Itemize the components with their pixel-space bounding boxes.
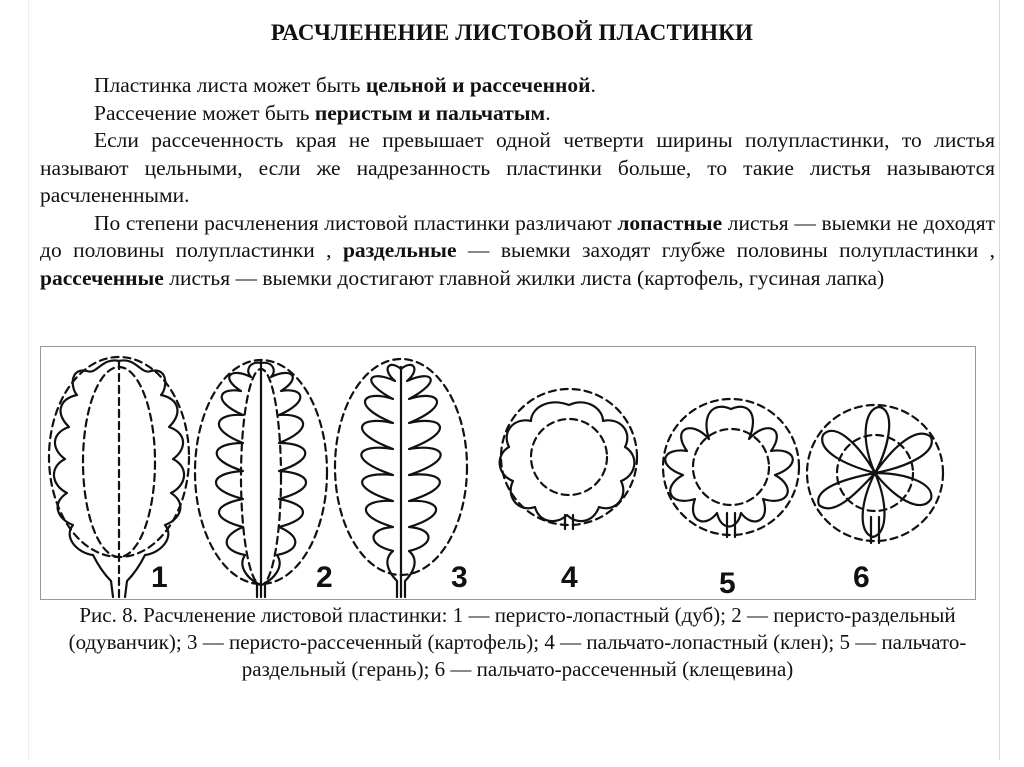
p2-bold: перистым и пальчатым <box>314 100 546 125</box>
page-title: РАСЧЛЕНЕНИЕ ЛИСТОВОЙ ПЛАСТИНКИ <box>270 20 754 45</box>
paragraph-2 <box>40 100 995 128</box>
figure-caption: Рис. 8. Расчленение листовой пластинки: 1 — перисто-лопастный (дуб); 2 — перисто-раздельный (одуванчик); 3 — перисто-рассеченный (картофель); 4 — пальчато-лопастный (клен); 5 — пальчато-раздельный (герань); 6 — пальчато-рассеченный (клещевина) <box>68 603 967 681</box>
body-text <box>40 72 995 292</box>
p4-text-3: — выемки заходят глубже половины полупластинки , <box>456 238 995 262</box>
p4-bold-2: раздельные <box>342 238 457 262</box>
leaf-3-drawing <box>335 359 467 597</box>
leaf-number-5: 5 <box>719 567 736 599</box>
leaf-2-drawing <box>195 360 327 597</box>
p4-text-1: По степени расчленения листовой пластинки различают <box>94 210 618 235</box>
leaf-number-1: 1 <box>151 561 168 594</box>
leaf-number-4: 4 <box>561 561 578 594</box>
p4-bold-1: лопастные <box>617 210 723 235</box>
p1-end: . <box>590 73 596 97</box>
p4-text-4: листья — выемки достигают главной жилки листа (картофель, гусиная лапка) <box>163 265 885 290</box>
paragraph-4 <box>40 210 995 293</box>
paragraph-3: Если рассеченность края не превышает одной четверти ширины полупластинки, то листья называют цельными, если же надрезанность пластинки больше, то такие листья называются расчлененными. <box>40 128 995 207</box>
leaf-1-drawing <box>49 357 189 597</box>
p1-bold: цельной и рассеченной <box>365 73 591 97</box>
leaf-figure <box>40 346 976 600</box>
leaf-number-6: 6 <box>853 561 870 594</box>
p4-bold-3: рассеченные <box>40 265 164 290</box>
paragraph-1 <box>40 72 995 100</box>
leaf-5-drawing <box>663 399 799 537</box>
p1-text: Пластинка листа может быть <box>94 73 366 97</box>
leaf-6-drawing <box>807 405 943 543</box>
leaf-4-drawing <box>500 389 637 529</box>
p2-text: Рассечение может быть <box>94 100 315 125</box>
leaf-number-3: 3 <box>451 561 468 594</box>
p4-text-2: листья — выемки не доходят до половины полупластинки , <box>40 210 995 262</box>
leaf-number-2: 2 <box>316 561 333 594</box>
p2-end: . <box>545 100 551 125</box>
